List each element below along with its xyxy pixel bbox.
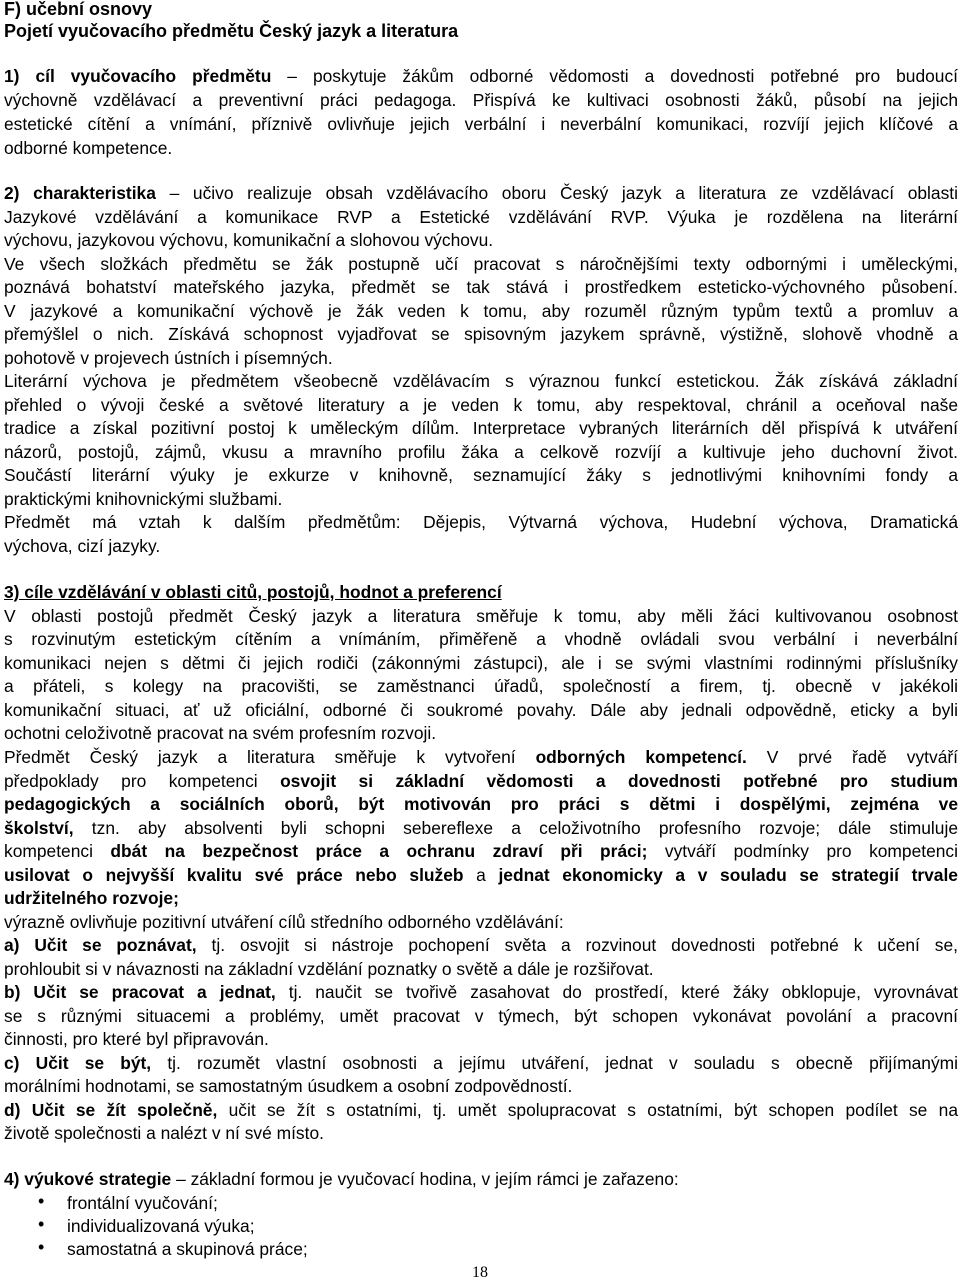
section3-line-1: V oblasti postojů předmět Český jazyk a literatura směřuje k tomu, aby měli žáci kultivovanou osobnost: [4, 606, 958, 626]
section2-line-5: poznává bohatství mateřského jazyka, předmět se tak stává i prostředkem esteticko-výchovného působení.: [4, 277, 958, 297]
goal-a-line-2: prohloubit si v návaznosti na základní vzdělání poznatky o světě a dále je rozšiřovat.: [4, 959, 654, 979]
section4-label: 4) výukové strategie: [4, 1169, 172, 1189]
section2-line-3: výchovu, jazykovou výchovu, komunikační a slohovou výchovu.: [4, 230, 494, 250]
section3-p2-line-3: pedagogických a sociálních oborů, být motivován pro práci s dětmi i dospělými, zejména ve: [4, 794, 958, 814]
goal-a-line-1: a) Učit se poznávat, tj. osvojit si nástroje pochopení světa a rozvinout dovednosti potřebné k učení se,: [4, 935, 958, 955]
section1-line-2: výchovně vzdělávací a preventivní práci pedagoga. Přispívá ke kultivaci osobnosti žáků, působí na jejich: [4, 90, 958, 110]
section3-line-2: s rozvinutým estetickým cítěním a vnímáním, přiměřeně a vhodně ovládali svou verbální i neverbální: [4, 629, 958, 649]
section2-line-11: tradice a získal pozitivní postoj k uměleckým dílům. Interpretace vybraných literárních děl přispívá k utváření: [4, 418, 958, 438]
goal-c-line-1: c) Učit se být, tj. rozumět vlastní osobnosti a jejímu utváření, jednat v souladu s obecně přijímanými: [4, 1053, 958, 1073]
section3-p2-line-7: udržitelného rozvoje;: [4, 888, 179, 908]
section3-p2-line-5: kompetenci dbát na bezpečnost práce a ochranu zdraví při práci; vytváří podmínky pro kompetenci: [4, 841, 958, 861]
page-number: 18: [472, 1264, 488, 1281]
bullet-icon: •: [38, 1237, 45, 1257]
goal-b-label: b) Učit se pracovat a jednat,: [4, 982, 276, 1002]
section3-label: 3) cíle vzdělávání v oblasti citů, postojů, hodnot a preferencí: [4, 582, 502, 602]
goal-d-line-2: životě společnosti a nalézt v ní své místo.: [4, 1123, 324, 1143]
section1-line-1: 1) cíl vyučovacího předmětu – poskytuje žákům odborné vědomosti a dovednosti potřebné pro budoucí: [4, 66, 958, 86]
section3-line-4: a přáteli, s kolegy na pracovišti, se zaměstnanci úřadů, společností a firem, tj. obecně v jakékoli: [4, 676, 958, 696]
subject-title: Pojetí vyučovacího předmětu Český jazyk a literatura: [4, 21, 459, 41]
section2-line-9: Literární výchova je předmětem všeobecně vzdělávacím s výraznou funkcí estetickou. Žák získává základní: [4, 371, 958, 391]
section1-label: 1) cíl vyučovacího předmětu: [4, 66, 272, 86]
goal-d-line-1: d) Učit se žít společně, učit se žít s ostatními, tj. umět spolupracovat s ostatními, být schopen podílet se na: [4, 1100, 958, 1120]
section3-line-5: komunikační situaci, ať už oficiální, odborné či soukromé povahy. Dále aby jednali odpovědně, eticky a byli: [4, 700, 958, 720]
goal-b-line-3: činnosti, pro které byl připravován.: [4, 1029, 269, 1049]
section2-line-8: pohotově v projevech ústních i písemných.: [4, 348, 333, 368]
goal-c-label: c) Učit se být,: [4, 1053, 152, 1073]
section3-p2-line-2: předpoklady pro kompetenci osvojit si základní vědomosti a dovednosti potřebné pro studium: [4, 771, 958, 791]
goal-b-line-1: b) Učit se pracovat a jednat, tj. naučit se tvořivě zasahovat do prostředí, které žáky obklopuje, vyrovnávat: [4, 982, 958, 1002]
section2-line-10: přehled o vývoji české a světové literatury a je veden k tomu, aby respektoval, chránil a oceňoval naše: [4, 395, 958, 415]
goal-a-label: a) Učit se poznávat,: [4, 935, 197, 955]
bullet-icon: •: [38, 1191, 45, 1211]
section1-line-3: estetické cítění a vnímání, příznivě ovlivňuje jejich verbální i neverbální komunikaci, rozvíjí jejich klíčové a: [4, 114, 958, 134]
section2-line-16: výchova, cizí jazyky.: [4, 536, 161, 556]
section2-line-12: názorů, postojů, zájmů, vkusu a mravního profilu žáka a celkově rozvíjí a kultivuje jeho duchovní život.: [4, 442, 958, 462]
section4-line-1: 4) výukové strategie – základní formou je vyučovací hodina, v jejím rámci je zařazeno:: [4, 1169, 679, 1189]
section2-line-7: přemýšlel o nich. Získává schopnost vyjadřovat se spisovným jazykem správně, výstižně, slohově vhodně a: [4, 324, 958, 344]
section2-line-2: Jazykové vzdělávání a komunikace RVP a Estetické vzdělávání RVP. Výuka je rozdělena na literární: [4, 207, 958, 227]
bullet-icon: •: [38, 1214, 45, 1234]
section3-p2-line-8: výrazně ovlivňuje pozitivní utváření cílů středního odborného vzdělávání:: [4, 912, 564, 932]
section2-line-15: Předmět má vztah k dalším předmětům: Dějepis, Výtvarná výchova, Hudební výchova, Dramatická: [4, 512, 958, 532]
goal-d-label: d) Učit se žít společně,: [4, 1100, 218, 1120]
section3-p2-line-6: usilovat o nejvyšší kvalitu své práce nebo služeb a jednat ekonomicky a v souladu se strategií trvale: [4, 865, 958, 885]
section2-label: 2) charakteristika: [4, 183, 156, 203]
section2-line-13: Součástí literární výuky je exkurze v knihovně, seznamující žáky s jednotlivými knihovními fondy a: [4, 465, 958, 485]
goal-c-line-2: morálními hodnotami, se samostatným úsudkem a osobní zodpovědností.: [4, 1076, 573, 1096]
section3-line-6: ochotni celoživotně pracovat na svém profesním rozvoji.: [4, 723, 437, 743]
section1-line-4: odborné kompetence.: [4, 138, 173, 158]
section2-line-4: Ve všech složkách předmětu se žák postupně učí pracovat s náročnějšími texty odbornými i uměleckými,: [4, 254, 958, 274]
section2-line-14: praktickými knihovnickými službami.: [4, 489, 283, 509]
section3-p2-line-4: školství, tzn. aby absolventi byli schopni sebereflexe a celoživotního profesního rozvoje; dále stimuluje: [4, 818, 958, 838]
section2-line-6: V jazykové a komunikační výchově je žák veden k tomu, aby rozuměl různým typům textů a promluv a: [4, 301, 958, 321]
section3-p2-line-1: Předmět Český jazyk a literatura směřuje k vytvoření odborných kompetencí. V prvé řadě vytváří: [4, 747, 959, 767]
section3-line-3: komunikaci nejen s dětmi či jejich rodiči (zákonnými zástupci), ale i se svými vlastními rodinnými příslušníky: [4, 653, 958, 673]
goal-b-line-2: se s různými situacemi a problémy, umět pracovat v týmech, být schopen vykonávat povolání a pracovní: [4, 1006, 958, 1026]
section-heading: F) učební osnovy: [4, 0, 153, 19]
section2-line-1: 2) charakteristika – učivo realizuje obsah vzdělávacího oboru Český jazyk a literatura ze vzdělávací oblasti: [4, 183, 958, 203]
